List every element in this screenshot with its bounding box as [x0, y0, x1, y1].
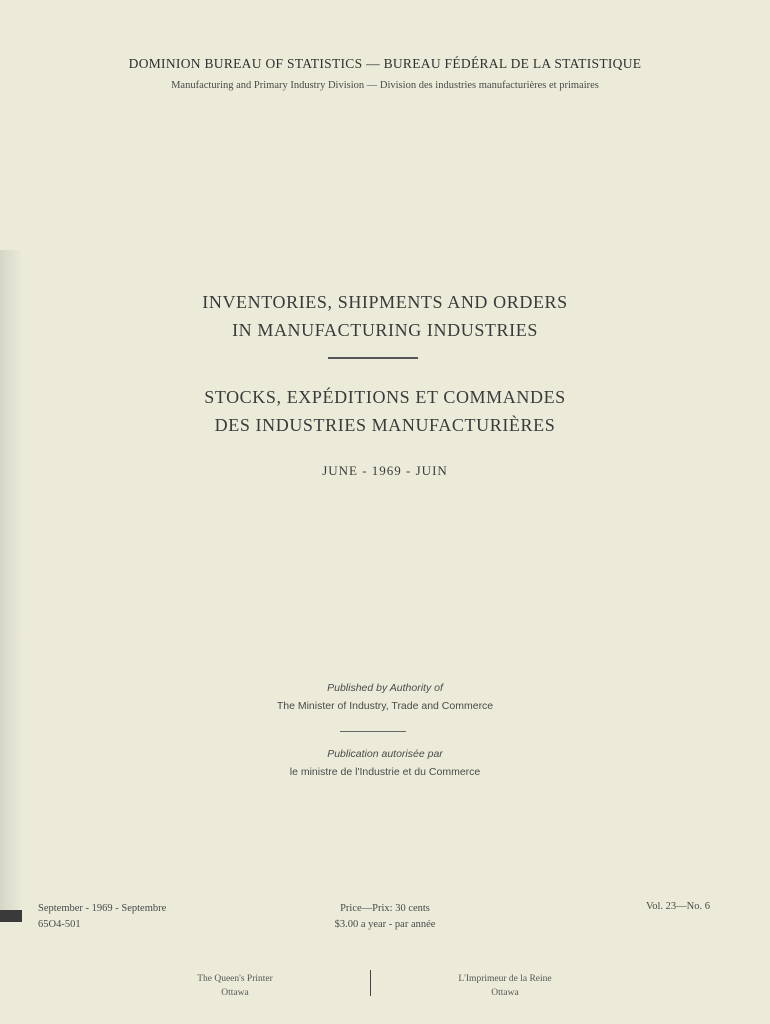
- authority-french-minister: le ministre de l'Industrie et du Commerce: [289, 766, 481, 778]
- binding-mark: [0, 910, 22, 922]
- organization-name: DOMINION BUREAU OF STATISTICS — BUREAU FÉDÉRAL DE LA STATISTIQUE: [128, 56, 642, 71]
- printer-english: [150, 972, 320, 1000]
- title-divider: [328, 357, 418, 359]
- release-date: September - 1969 - Septembre: [38, 903, 167, 914]
- issue-date: JUNE - 1969 - JUIN: [322, 463, 448, 478]
- price-annual: $3.00 a year - par année: [334, 919, 436, 930]
- english-title: [0, 288, 770, 344]
- french-title: [0, 383, 770, 439]
- english-title-line-1: INVENTORIES, SHIPMENTS AND ORDERS: [202, 292, 568, 312]
- french-title-line-2: DES INDUSTRIES MANUFACTURIÈRES: [214, 415, 556, 435]
- french-title-line-1: STOCKS, EXPÉDITIONS ET COMMANDES: [204, 387, 566, 407]
- volume-number: Vol. 23—No. 6: [646, 901, 710, 912]
- authority-french-intro: Publication autorisée par: [327, 748, 443, 760]
- price-single: Price—Prix: 30 cents: [340, 903, 430, 914]
- printer-english-city: Ottawa: [221, 988, 249, 998]
- division-name: Manufacturing and Primary Industry Division — Division des industries manufacturières et primaires: [171, 80, 599, 91]
- english-title-line-2: IN MANUFACTURING INDUSTRIES: [232, 320, 538, 340]
- printer-french-name: L'Imprimeur de la Reine: [458, 974, 552, 984]
- authority-english-intro: Published by Authority of: [327, 682, 443, 694]
- printer-english-name: The Queen's Printer: [197, 974, 273, 984]
- footer-release-info: [38, 901, 166, 933]
- authority-english-minister: The Minister of Industry, Trade and Commerce: [276, 700, 494, 712]
- footer-price: [270, 901, 500, 933]
- printer-divider: [370, 970, 371, 996]
- authority-divider: [340, 731, 406, 732]
- printer-french: [420, 972, 590, 1000]
- printer-french-city: Ottawa: [491, 988, 519, 998]
- catalogue-number: 65O4-501: [38, 919, 81, 930]
- binding-edge: [0, 250, 22, 910]
